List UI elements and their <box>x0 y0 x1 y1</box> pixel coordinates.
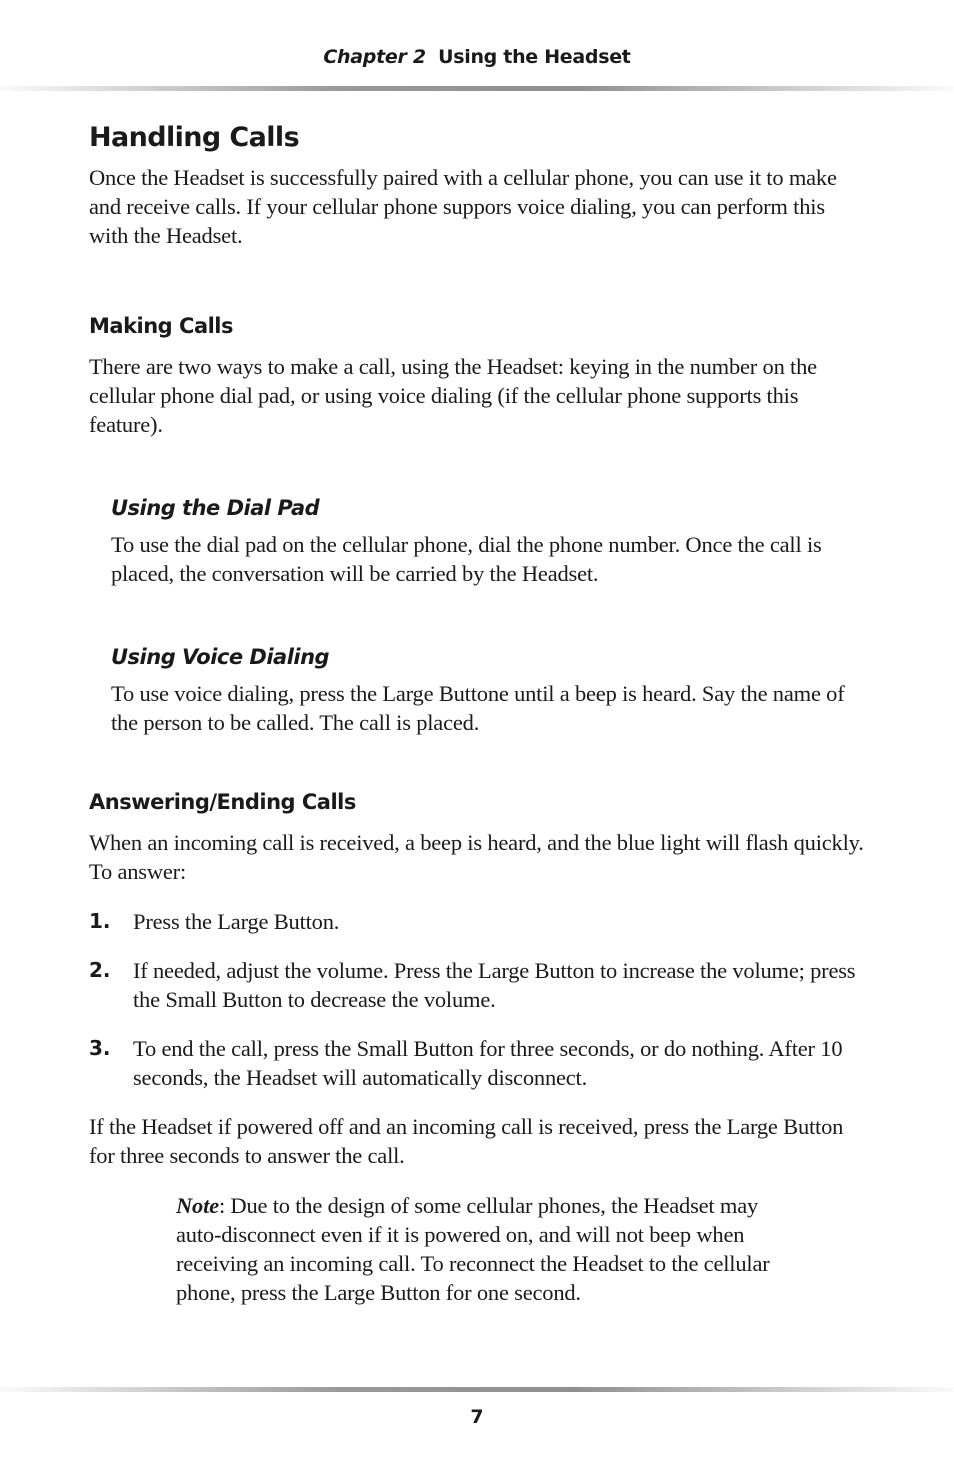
voice-dialing-heading: Using Voice Dialing <box>111 645 330 669</box>
step-number: 2. <box>89 958 111 982</box>
list-item <box>89 1034 869 1092</box>
list-item <box>89 907 869 936</box>
running-header <box>0 46 954 68</box>
answering-steps <box>89 907 869 1092</box>
note-text: : Due to the design of some cellular phones, the Headset may auto-disconnect even if it is powered on, and will not beep when receiving an incoming call. To reconnect the Headset to the cellular phone, press the Large Button for one second. <box>176 1193 770 1305</box>
step-number: 3. <box>89 1036 111 1060</box>
page-number: 7 <box>470 1406 484 1428</box>
step-text: If needed, adjust the volume. Press the Large Button to increase the volume; press the Small Button to decrease the volume. <box>133 958 856 1012</box>
voice-dialing-text: To use voice dialing, press the Large Buttone until a beep is heard. Say the name of the person to be called. The call is placed. <box>111 681 845 735</box>
making-calls-heading: Making Calls <box>89 314 234 338</box>
dial-pad-heading: Using the Dial Pad <box>111 496 320 520</box>
chapter-label: Chapter 2 <box>323 46 426 68</box>
note-label: Note <box>176 1193 219 1218</box>
section-intro: Once the Headset is successfully paired with a cellular phone, you can use it to make and receive calls. If your cellular phone suppors voice dialing, you can perform this with the Headset. <box>89 165 837 248</box>
section-title: Handling Calls <box>89 122 300 153</box>
step-text: Press the Large Button. <box>133 909 340 934</box>
page-content <box>89 122 869 1307</box>
step-number: 1. <box>89 909 111 933</box>
answering-text: When an incoming call is received, a beep is heard, and the blue light will flash quickly. To answer: <box>89 830 864 884</box>
answering-after-text: If the Headset if powered off and an incoming call is received, press the Large Button for three seconds to answer the call. <box>89 1114 844 1168</box>
header-rule <box>0 86 954 91</box>
dial-pad-text: To use the dial pad on the cellular phone, dial the phone number. Once the call is placed, the conversation will be carried by the Headset. <box>111 532 822 586</box>
making-calls-text: There are two ways to make a call, using the Headset: keying in the number on the cellular phone dial pad, or using voice dialing (if the cellular phone supports this feature). <box>89 354 817 437</box>
list-item <box>89 956 869 1014</box>
step-text: To end the call, press the Small Button for three seconds, or do nothing. After 10 seconds, the Headset will automatically disconnect. <box>133 1036 843 1090</box>
note-block <box>176 1191 786 1307</box>
answering-heading: Answering/Ending Calls <box>89 790 356 814</box>
chapter-title: Using the Headset <box>438 46 631 68</box>
footer-rule <box>0 1387 954 1392</box>
